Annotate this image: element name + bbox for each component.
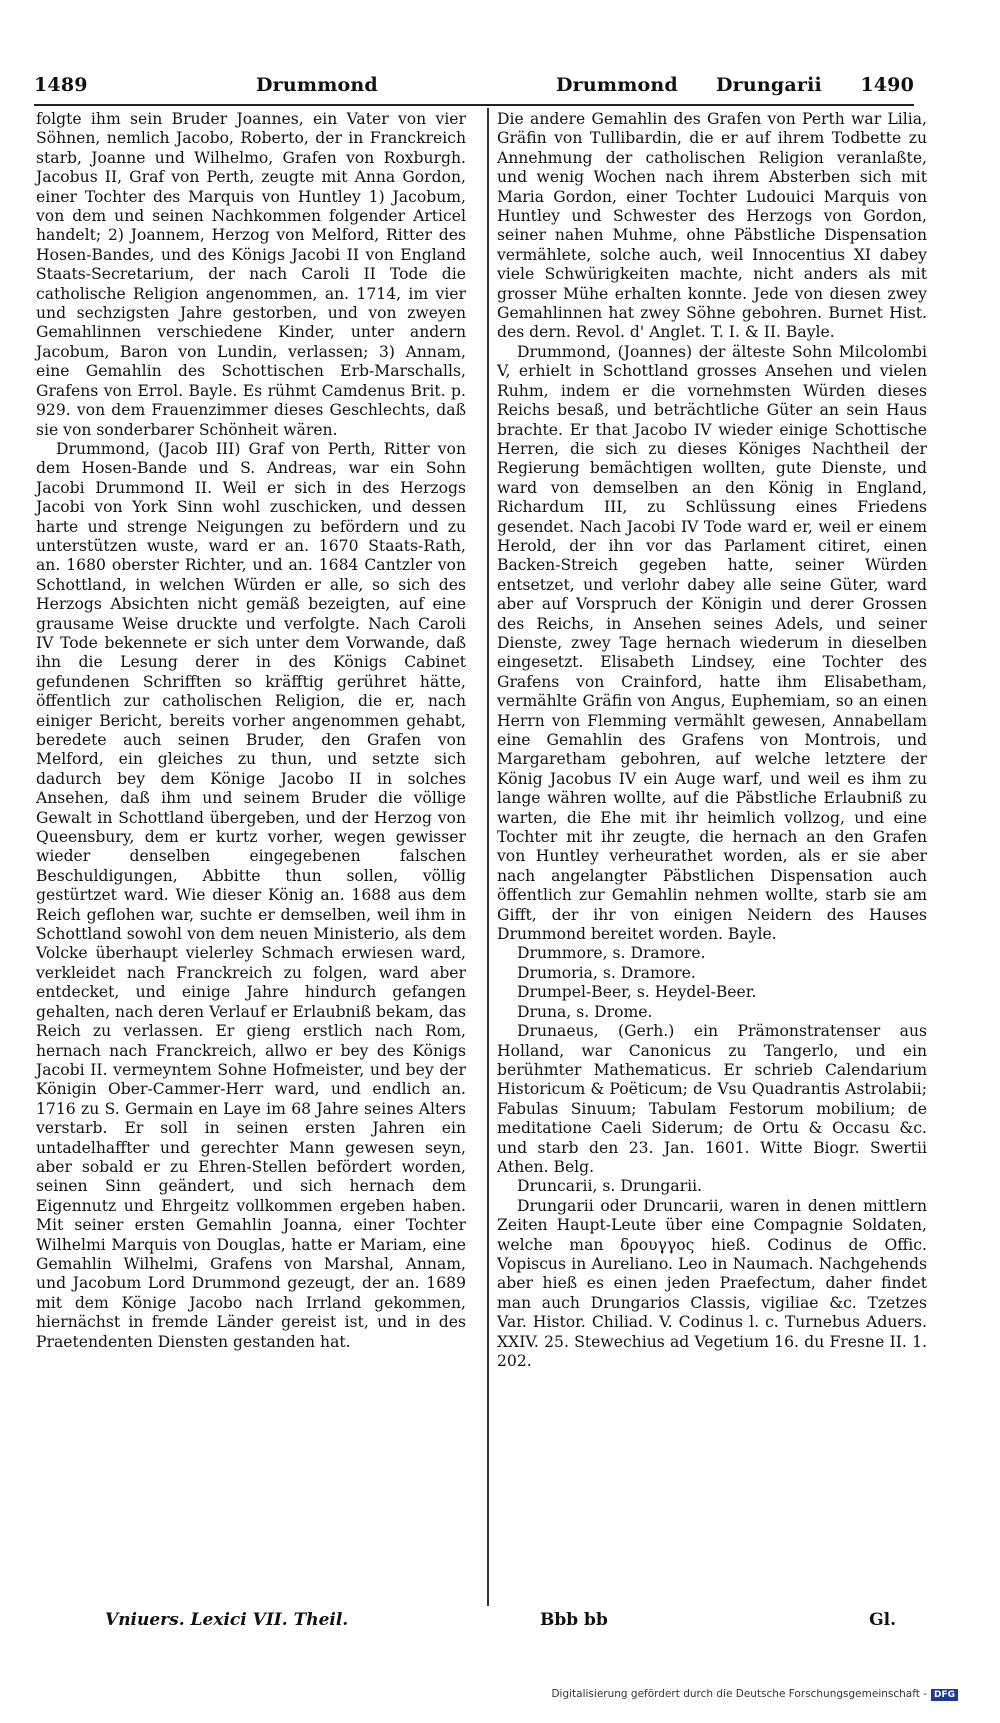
credit-text: Digitalisierung gefördert durch die Deutsche Forschungsgemeinschaft - [551,1688,927,1700]
header-catchword-right: Drummond [556,74,678,96]
footer-catchword: Gl. [869,1610,896,1630]
right-column [497,110,927,1371]
entry-drummore: Drummore, s. Dramore. [517,944,706,963]
entry-drunaeus: Drunaeus, (Gerh.) ein Prämonstratenser aus Holland, war Canonicus zu Tangerlo, und ein berühmter Mathematicus. Er schrieb Calendarium Historicum & Poëticum; de Vsu Quadrantis Astrolabii; Fabulas Sinuum; Tabulam Festorum mobilium; de meditatione Caeli Siderum; de Ortu & Occasu &c. und starb den 23. Jan. 1601. Witte Biogr. Swertii Athen. Belg. [497,1022,927,1176]
left-column [36,110,466,1352]
dfg-logo: DFG [931,1689,958,1701]
entry-drummond-joannes: Drummond, (Joannes) der älteste Sohn Milcolombi V, erhielt in Schottland grosses Ansehen und vielen Ruhm, indem er die vornehmsten Würden dieses Reichs besaß, und beträchtliche Güter an sein Haus brachte. Er that Jacobo IV wieder einige Schottische Herren, die sich zu dieses Königes Nachtheil der Regierung bemächtigen wollten, gute Dienste, und ward von demselben an den König in England, Richardum III, zu Schlüssung eines Friedens gesendet. Nach Jacobi IV Tode ward er, weil er einem Herold, der ihn vor das Parlament citiret, einen Backen-Streich gegeben hatte, seiner Würden entsetzet, und verlohr dabey alle seine Güter, ward aber auf Vorspruch der Königin und derer Grossen des Reichs, in Ansehen seines Adels, und seiner Dienste, zwey Tage hernach wiederum in dieselben eingesetzt. Elisabeth Lindsey, eine Tochter des Grafens von Crainford, hatte ihm Elisabetham, vermählte Gräfin von Angus, Euphemiam, so an einen Herrn von Flemming vermählt gewesen, Annabellam eine Gemahlin des Grafens von Montrois, und Margaretham gebohren, auf welche letztere der König Jacobus IV ein Auge warf, und weil es ihm zu lange währen wollte, auf die Päbstliche Erlaubniß zu warten, die Ehe mit ihr heimlich vollzog, und eine Tochter mit ihr zeugte, die hernach an den Grafen von Huntley verheurathet worden, als er sie aber nach angelangter Päbstlichen Dispensation auch öffentlich zur Gemahlin nehmen wollte, starb sie am Gifft, der ihr von einigen Neidern des Hauses Drummond bereitet worden. Bayle. [497,342,927,944]
column-divider [487,108,489,1606]
volume-signature: Vniuers. Lexici VII. Theil. [105,1610,349,1630]
page-footer [40,1608,916,1632]
paragraph: Die andere Gemahlin des Grafen von Perth war Lilia, Gräfin von Tullibardin, die er auf ihrem Todbette zu Annehmung der catholischen Religion veranlaßte, und wenig Wochen nach ihrem Absterben sich mit Maria Gordon, einer Tochter Ludouici Marquis von Huntley und Schwester des Herzogs von Gordon, seiner nahen Muhme, ohne Päbstliche Dispensation vermählete, solche auch, weil Innocentius XI dabey viele Schwürigkeiten machte, nicht anders als mit grosser Mühe erhalten konnte. Jede von diesen zwey Gemahlinnen hat zwey Söhne gebohren. Burnet Hist. des dern. Revol. d' Anglet. T. I. & II. Bayle. [497,110,927,342]
entry-druncarii: Druncarii, s. Drungarii. [517,1177,703,1196]
header-catchword-left: Drummond [256,74,378,96]
page-number-left: 1489 [34,74,88,96]
digitization-credit [551,1688,958,1701]
page-number-right: 1490 [860,74,914,96]
header-rule [34,104,914,106]
entry-drungarii: Drungarii oder Druncarii, waren in denen mittlern Zeiten Haupt-Leute über eine Compagnie Soldaten, welche man δρουγγος hieß. Codinus de Offic. Vopiscus in Aureliano. Leo in Naumach. Nachgehends aber hieß es einen jeden Praefectum, daher findet man auch Drungarios Classis, vigiliae &c. Tzetzes Var. Histor. Chiliad. V. Codinus l. c. Turnebus Aduers. XXIV. 25. Stewechius ad Vegetium 16. du Fresne II. 1. 202. [497,1196,927,1370]
running-header [34,68,914,104]
header-catchword-right-2: Drungarii [716,74,822,96]
paragraph: folgte ihm sein Bruder Joannes, ein Vater von vier Söhnen, nemlich Jacobo, Roberto, der in Franckreich starb, Joanne und Wilhelmo, Grafen von Roxburgh. Jacobus II, Graf von Perth, zeugte mit Anna Gordon, einer Tochter des Marquis von Huntley 1) Jacobum, von dem und seinen Nachkommen folgender Articel handelt; 2) Joannem, Herzog von Melford, Ritter des Hosen-Bandes, und des Königs Jacobi II von England Staats-Secretarium, der nach Caroli II Tode die catholische Religion angenommen, an. 1714, im vier und sechzigsten Jahre gestorben, und von zweyen Gemahlinnen verschiedene Kinder, unter andern Jacobum, Baron von Lundin, verlassen; 3) Annam, eine Gemahlin des Schottischen Erb-Marschalls, Grafens von Errol. Bayle. Es rühmt Camdenus Brit. p. 929. von dem Frauenzimmer dieses Geschlechts, daß sie von sonderbarer Schönheit wären. [36,110,466,439]
sheet-mark: Bbb bb [540,1610,608,1630]
entry-drumoria: Drumoria, s. Dramore. [517,963,696,982]
entry-drumpel-beer: Drumpel-Beer, s. Heydel-Beer. [517,983,757,1002]
entry-druna: Druna, s. Drome. [517,1002,653,1021]
entry-drummond-jacob-iii: Drummond, (Jacob III) Graf von Perth, Ritter von dem Hosen-Bande und S. Andreas, war ein Sohn Jacobi Drummond II. Weil er sich in des Herzogs Jacobi von York Sinn wohl zuschicken, und dessen harte und strenge Neigungen zu befördern und zu unterstützen wuste, ward er an. 1670 Staats-Rath, an. 1680 oberster Richter, und an. 1684 Cantzler von Schottland, in welchen Würden er alle, so sich des Herzogs Absichten nicht gemäß bezeigten, auf eine grausame Weise druckte und verfolgte. Nach Caroli IV Tode bekennete er sich unter dem Vorwande, daß ihn die Lesung derer in des Königs Cabinet gefundenen Schrifften so kräfftig gerühret hätte, öffentlich zur catholischen Religion, die er, nach einiger Bericht, bereits vorher angenommen gehabt, beredete auch seinen Bruder, den Grafen von Melford, ein gleiches zu thun, und setzte sich dadurch bey dem Könige Jacobo II in solches Ansehen, daß ihm und seinem Bruder die völlige Gewalt in Schottland übergeben, und der Herzog von Queensbury, dem er kurtz vorher, wegen gewisser wieder denselben eingegebenen falschen Beschuldigungen, Abbitte thun sollen, völlig gestürtzet ward. Wie dieser König an. 1688 aus dem Reich geflohen war, suchte er demselben, weil ihm in Schottland sowohl von dem neuen Ministerio, als dem Volcke überhaupt vielerley Schmach erwiesen ward, verkleidet nach Franckreich zu folgen, ward aber entdecket, und einige Jahre hindurch gefangen gehalten, nach deren Verlauf er Erlaubniß bekam, das Reich zu verlassen. Er gieng erstlich nach Rom, hernach nach Franckreich, allwo er bey des Königs Jacobi II. vermeyntem Sohne Hofmeister, und bey der Königin Ober-Cammer-Herr ward, und endlich an. 1716 zu S. Germain en Laye im 68 Jahre seines Alters verstarb. Er soll in seinen ersten Jahren ein untadelhaffter und gerechter Mann gewesen seyn, aber sobald er zu Ehren-Stellen befördert worden, seinen Sinn geändert, und sich hernach dem Eigennutz und Ehrgeitz vollkommen ergeben haben. Mit seiner ersten Gemahlin Joanna, einer Tochter Wilhelmi Marquis von Douglas, hatte er Mariam, eine Gemahlin Wilhelmi, Grafens von Marshal, Annam, und Jacobum Lord Drummond gezeugt, der an. 1689 mit dem Könige Jacobo nach Irrland gekommen, hiernächst in fremde Länder gereist ist, und in des Praetendenten Diensten gestanden hat. [36,439,466,1351]
